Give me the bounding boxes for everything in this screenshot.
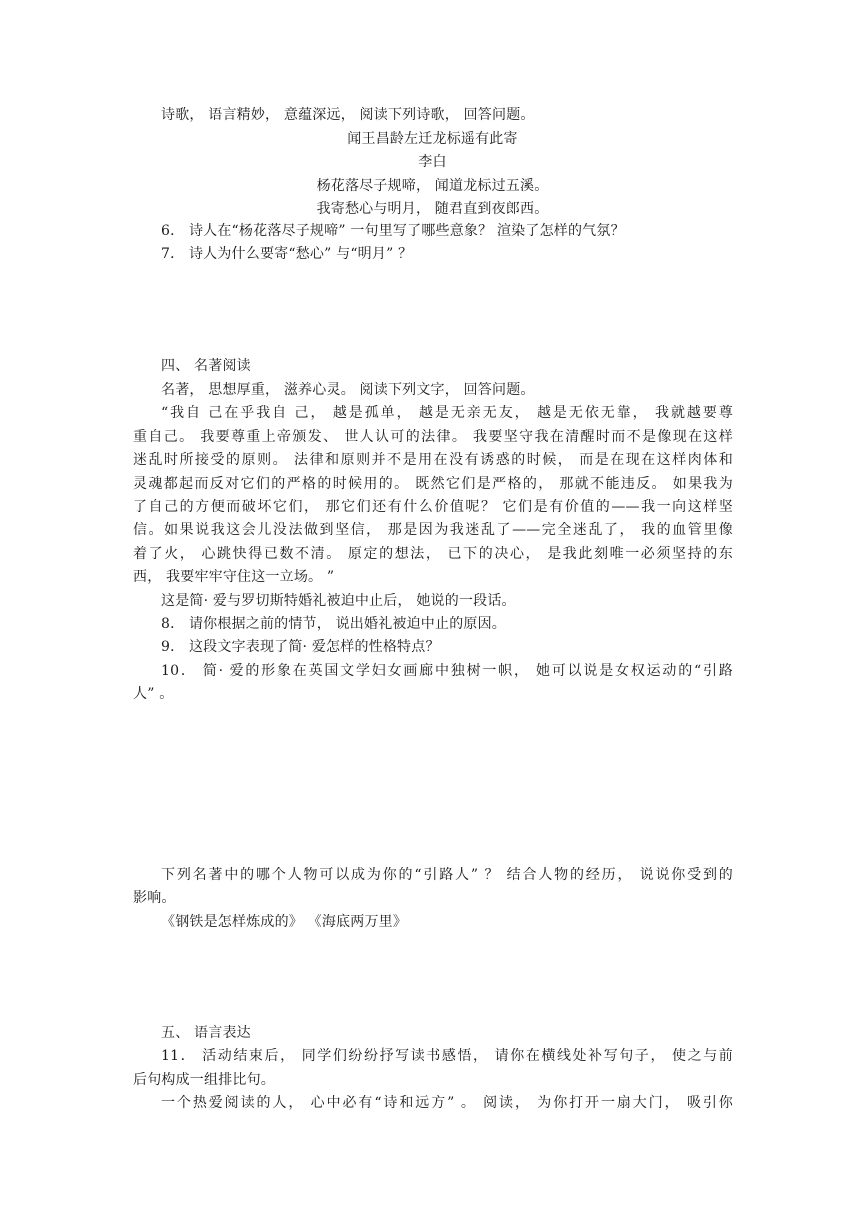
question-10-continued: 人” 。 [133, 686, 174, 702]
followup-question-continued: 影响。 [133, 890, 176, 906]
book-titles: 《钢铁是怎样炼成的》 《海底两万里》 [161, 914, 408, 930]
question-11-text: 一个热爱阅读的人， 心中必有“诗和远方” 。 阅读， 为你打开一扇大门， 吸引你 [161, 1095, 733, 1111]
passage-line: 灵魂都起而反对它们的严格的时候用的。 既然它们是严格的， 那就不能违反。 如果我为 [133, 476, 733, 492]
passage-line: 西， 我要牢牢守住这一立场。 ” [133, 569, 335, 585]
passage-line: 着了火， 心跳快得已数不清。 原定的想法， 已下的决心， 是我此刻唯一必须坚持的东 [133, 546, 733, 562]
followup-question: 下列名著中的哪个人物可以成为你的“引路人” ？ 结合人物的经历， 说说你受到的 [161, 867, 733, 883]
question-7: 7． 诗人为什么要寄“愁心” 与“明月” ？ [161, 246, 413, 262]
poem-title: 闻王昌龄左迁龙标遥有此寄 [347, 131, 518, 147]
poetry-intro: 诗歌， 语言精妙， 意蕴深远， 阅读下列诗歌， 回答问题。 [161, 107, 535, 123]
section-heading-classics: 四、 名著阅读 [161, 358, 251, 374]
question-11: 11． 活动结束后， 同学们纷纷抒写读书感悟， 请你在横线处补写句子， 使之与前 [161, 1048, 733, 1064]
poem-line-1: 杨花落尽子规啼， 闻道龙标过五溪。 [316, 178, 549, 194]
question-8: 8． 请你根据之前的情节， 说出婚礼被迫中止的原因。 [161, 616, 507, 632]
passage-line: 迷乱时所接受的原则。 法律和原则并不是用在没有诱惑的时候， 而是在现在这样肉体和 [133, 452, 733, 468]
poem-author: 李白 [418, 154, 447, 170]
passage-source-note: 这是简· 爱与罗切斯特婚礼被迫中止后， 她说的一段话。 [161, 593, 516, 609]
question-11-continued: 后句构成一组排比句。 [133, 1072, 275, 1088]
passage-line: 重自己。 我要尊重上帝颁发、 世人认可的法律。 我要坚守我在清醒时而不是像现在这样 [133, 429, 733, 445]
question-9: 9． 这段文字表现了简· 爱怎样的性格特点？ [161, 639, 440, 655]
question-10: 10． 简· 爱的形象在英国文学妇女画廊中独树一帜， 她可以说是女权运动的“引路 [161, 663, 733, 679]
section-heading-language: 五、 语言表达 [161, 1025, 251, 1041]
classics-intro: 名著， 思想厚重， 滋养心灵。 阅读下列文字， 回答问题。 [161, 382, 535, 398]
passage-line: “我自 己在乎我自 己， 越是孤单， 越是无亲无友， 越是无依无靠， 我就越要尊 [161, 405, 733, 421]
passage-line: 信。如果说我这会儿没法做到坚信， 那是因为我迷乱了——完全迷乱了， 我的血管里像 [133, 522, 733, 538]
passage-line: 了自己的方便而破坏它们， 那它们还有什么价值呢？ 它们是有价值的——我一向这样坚 [133, 499, 733, 515]
poem-line-2: 我寄愁心与明月， 随君直到夜郎西。 [316, 201, 549, 217]
question-6: 6． 诗人在“杨花落尽子规啼” 一句里写了哪些意象？ 渲染了怎样的气氛？ [161, 223, 625, 239]
